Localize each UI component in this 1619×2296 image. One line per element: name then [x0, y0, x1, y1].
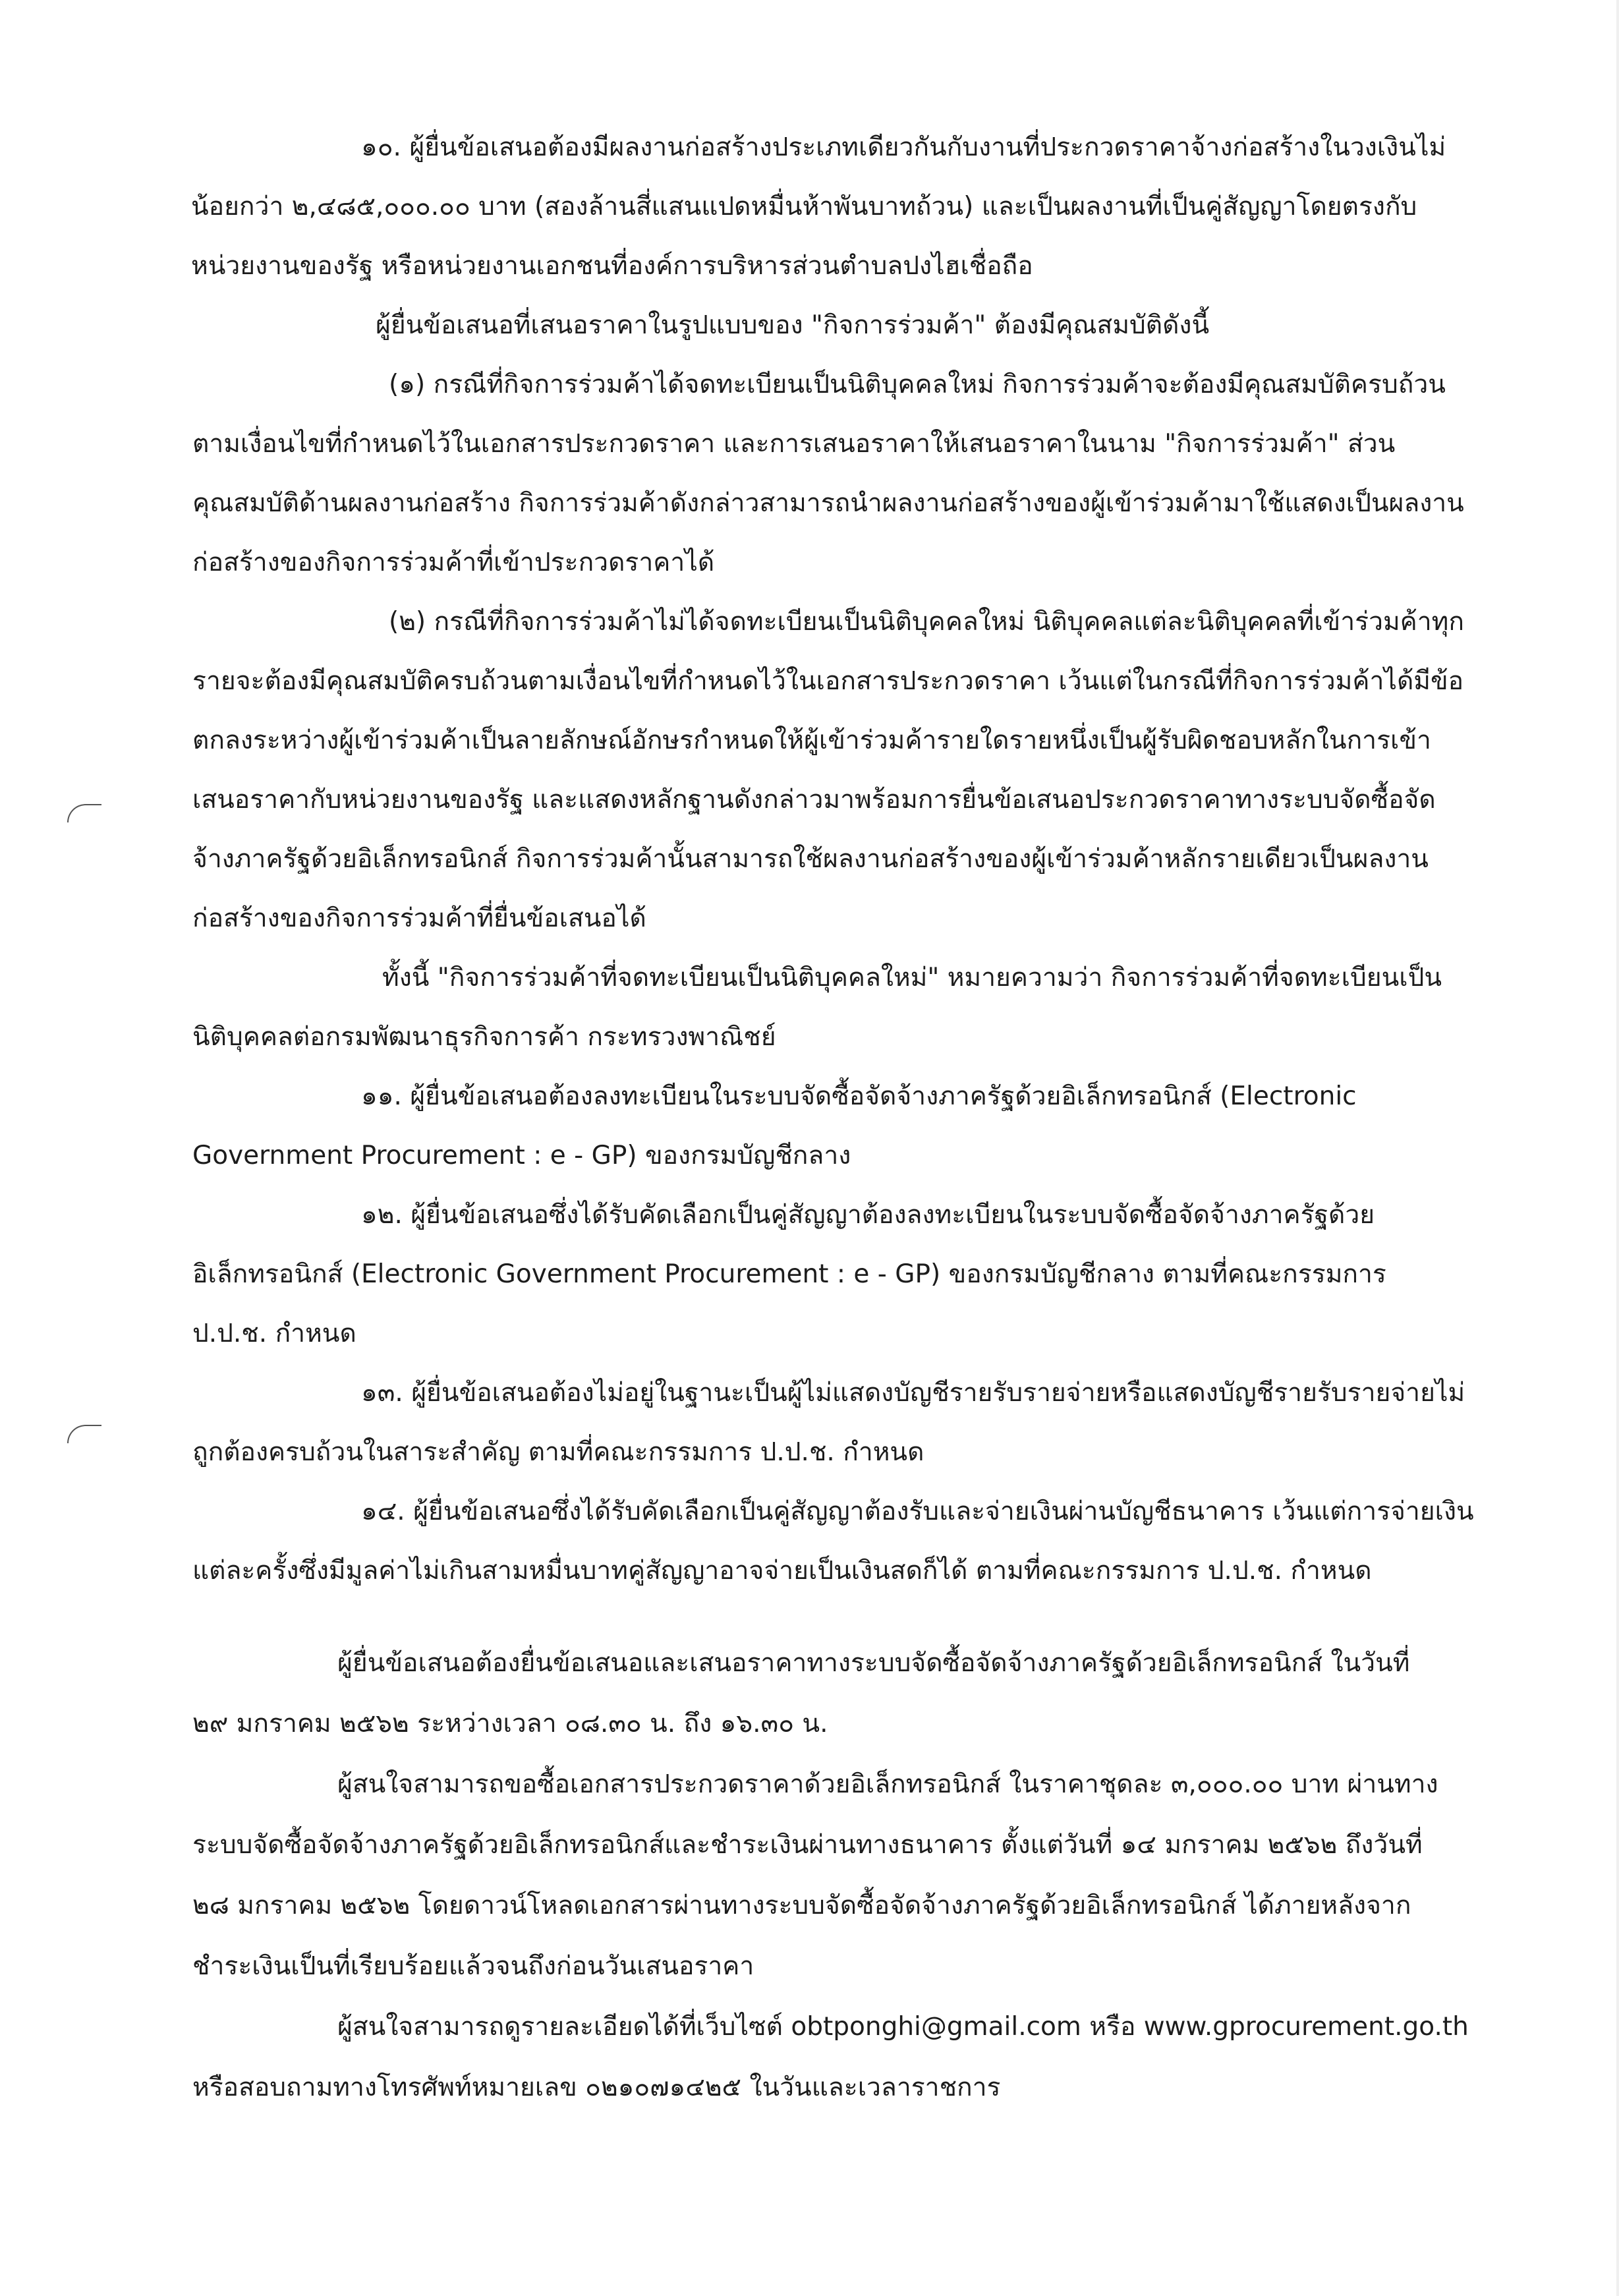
text-line: (๒) กรณีที่กิจการร่วมค้าไม่ได้จดทะเบียนเป็นนิติบุคคลใหม่ นิติบุคคลแต่ละนิติบุคคลที่เข้าร่วมค้าทุก	[389, 607, 1464, 637]
text-line: นิติบุคคลต่อกรมพัฒนาธุรกิจการค้า กระทรวงพาณิชย์	[192, 1022, 776, 1052]
punch-hole-mark	[67, 1425, 101, 1443]
text-line: ระบบจัดซื้อจัดจ้างภาครัฐด้วยอิเล็กทรอนิกส์และชำระเงินผ่านทางธนาคาร ตั้งแต่วันที่ ๑๔ มกราคม ๒๕๖๒ ถึงวันที่	[192, 1830, 1423, 1860]
text-line: Government Procurement : e - GP) ของกรมบัญชีกลาง	[192, 1141, 851, 1170]
punch-hole-mark	[67, 804, 101, 822]
text-line: ตกลงระหว่างผู้เข้าร่วมค้าเป็นลายลักษณ์อักษรกำหนดให้ผู้เข้าร่วมค้ารายใดรายหนึ่งเป็นผู้รับผิดชอบหลักในการเข้า	[192, 726, 1431, 755]
text-line: ถูกต้องครบถ้วนในสาระสำคัญ ตามที่คณะกรรมการ ป.ป.ช. กำหนด	[192, 1437, 924, 1467]
text-line: ทั้งนี้ "กิจการร่วมค้าที่จดทะเบียนเป็นนิติบุคคลใหม่" หมายความว่า กิจการร่วมค้าที่จดทะเบียนเป็น	[382, 963, 1442, 992]
scan-edge	[1616, 0, 1619, 2296]
text-line: รายจะต้องมีคุณสมบัติครบถ้วนตามเงื่อนไขที่กำหนดไว้ในเอกสารประกวดราคา เว้นแต่ในกรณีที่กิจการร่วมค้าได้มีข้อ	[192, 666, 1464, 696]
text-line: ป.ป.ช. กำหนด	[192, 1319, 356, 1348]
text-line: ผู้ยื่นข้อเสนอต้องยื่นข้อเสนอและเสนอราคาทางระบบจัดซื้อจัดจ้างภาครัฐด้วยอิเล็กทรอนิกส์ ในวันที่	[337, 1648, 1410, 1678]
text-line: อิเล็กทรอนิกส์ (Electronic Government Procurement : e - GP) ของกรมบัญชีกลาง ตามที่คณะกรรมการ	[192, 1259, 1386, 1289]
text-line: ตามเงื่อนไขที่กำหนดไว้ในเอกสารประกวดราคา และการเสนอราคาให้เสนอราคาในนาม "กิจการร่วมค้า" ส่วน	[192, 429, 1396, 459]
text-line: ๑๒. ผู้ยื่นข้อเสนอซึ่งได้รับคัดเลือกเป็นคู่สัญญาต้องลงทะเบียนในระบบจัดซื้อจัดจ้างภาครัฐด้วย	[361, 1200, 1375, 1230]
text-line: ๑๔. ผู้ยื่นข้อเสนอซึ่งได้รับคัดเลือกเป็นคู่สัญญาต้องรับและจ่ายเงินผ่านบัญชีธนาคาร เว้นแต่การจ่ายเงิน	[361, 1497, 1474, 1526]
text-line: ๑๐. ผู้ยื่นข้อเสนอต้องมีผลงานก่อสร้างประเภทเดียวกันกับงานที่ประกวดราคาจ้างก่อสร้างในวงเงินไม่	[361, 132, 1446, 162]
text-line: จ้างภาครัฐด้วยอิเล็กทรอนิกส์ กิจการร่วมค้านั้นสามารถใช้ผลงานก่อสร้างของผู้เข้าร่วมค้าหลักรายเดียวเป็นผลงาน	[192, 844, 1429, 874]
text-line: ๒๘ มกราคม ๒๕๖๒ โดยดาวน์โหลดเอกสารผ่านทางระบบจัดซื้อจัดจ้างภาครัฐด้วยอิเล็กทรอนิกส์ ได้ภายหลังจาก	[192, 1891, 1411, 1920]
text-line: หรือสอบถามทางโทรศัพท์หมายเลข ๐๒๑๐๗๑๔๒๕ ในวันและเวลาราชการ	[192, 2073, 1001, 2102]
text-line: ผู้สนใจสามารถดูรายละเอียดได้ที่เว็บไซต์ obtponghi@gmail.com หรือ www.gprocurement.go.th	[337, 2012, 1469, 2042]
text-line: เสนอราคากับหน่วยงานของรัฐ และแสดงหลักฐานดังกล่าวมาพร้อมการยื่นข้อเสนอประกวดราคาทางระบบจัดซื้อจัด	[192, 785, 1436, 815]
text-line: หน่วยงานของรัฐ หรือหน่วยงานเอกชนที่องค์การบริหารส่วนตำบลปงไฮเชื่อถือ	[191, 251, 1033, 281]
text-line: คุณสมบัติด้านผลงานก่อสร้าง กิจการร่วมค้าดังกล่าวสามารถนำผลงานก่อสร้างของผู้เข้าร่วมค้ามาใช้แสดงเป็นผลงาน	[192, 488, 1464, 518]
text-line: ก่อสร้างของกิจการร่วมค้าที่ยื่นข้อเสนอได้	[192, 904, 646, 933]
text-line: ๑๑. ผู้ยื่นข้อเสนอต้องลงทะเบียนในระบบจัดซื้อจัดจ้างภาครัฐด้วยอิเล็กทรอนิกส์ (Electronic	[361, 1081, 1357, 1111]
text-line: (๑) กรณีที่กิจการร่วมค้าได้จดทะเบียนเป็นนิติบุคคลใหม่ กิจการร่วมค้าจะต้องมีคุณสมบัติครบถ้วน	[389, 370, 1446, 399]
text-line: ก่อสร้างของกิจการร่วมค้าที่เข้าประกวดราคาได้	[192, 548, 715, 577]
text-line: ผู้สนใจสามารถขอซื้อเอกสารประกวดราคาด้วยอิเล็กทรอนิกส์ ในราคาชุดละ ๓,๐๐๐.๐๐ บาท ผ่านทาง	[337, 1769, 1438, 1799]
text-line: น้อยกว่า ๒,๔๘๕,๐๐๐.๐๐ บาท (สองล้านสี่แสนแปดหมื่นห้าพันบาทถ้วน) และเป็นผลงานที่เป็นคู่สัญญาโดยตรงกับ	[191, 192, 1417, 221]
text-line: ชำระเงินเป็นที่เรียบร้อยแล้วจนถึงก่อนวันเสนอราคา	[192, 1951, 754, 1981]
text-line: ๒๙ มกราคม ๒๕๖๒ ระหว่างเวลา ๐๘.๓๐ น. ถึง ๑๖.๓๐ น.	[192, 1709, 828, 1738]
text-line: ผู้ยื่นข้อเสนอที่เสนอราคาในรูปแบบของ "กิจการร่วมค้า" ต้องมีคุณสมบัติดังนี้	[376, 310, 1210, 340]
text-line: แต่ละครั้งซึ่งมีมูลค่าไม่เกินสามหมื่นบาทคู่สัญญาอาจจ่ายเป็นเงินสดก็ได้ ตามที่คณะกรรมการ ป.ป.ช. กำหนด	[192, 1556, 1372, 1586]
text-line: ๑๓. ผู้ยื่นข้อเสนอต้องไม่อยู่ในฐานะเป็นผู้ไม่แสดงบัญชีรายรับรายจ่ายหรือแสดงบัญชีรายรับรายจ่ายไม่	[361, 1378, 1465, 1408]
